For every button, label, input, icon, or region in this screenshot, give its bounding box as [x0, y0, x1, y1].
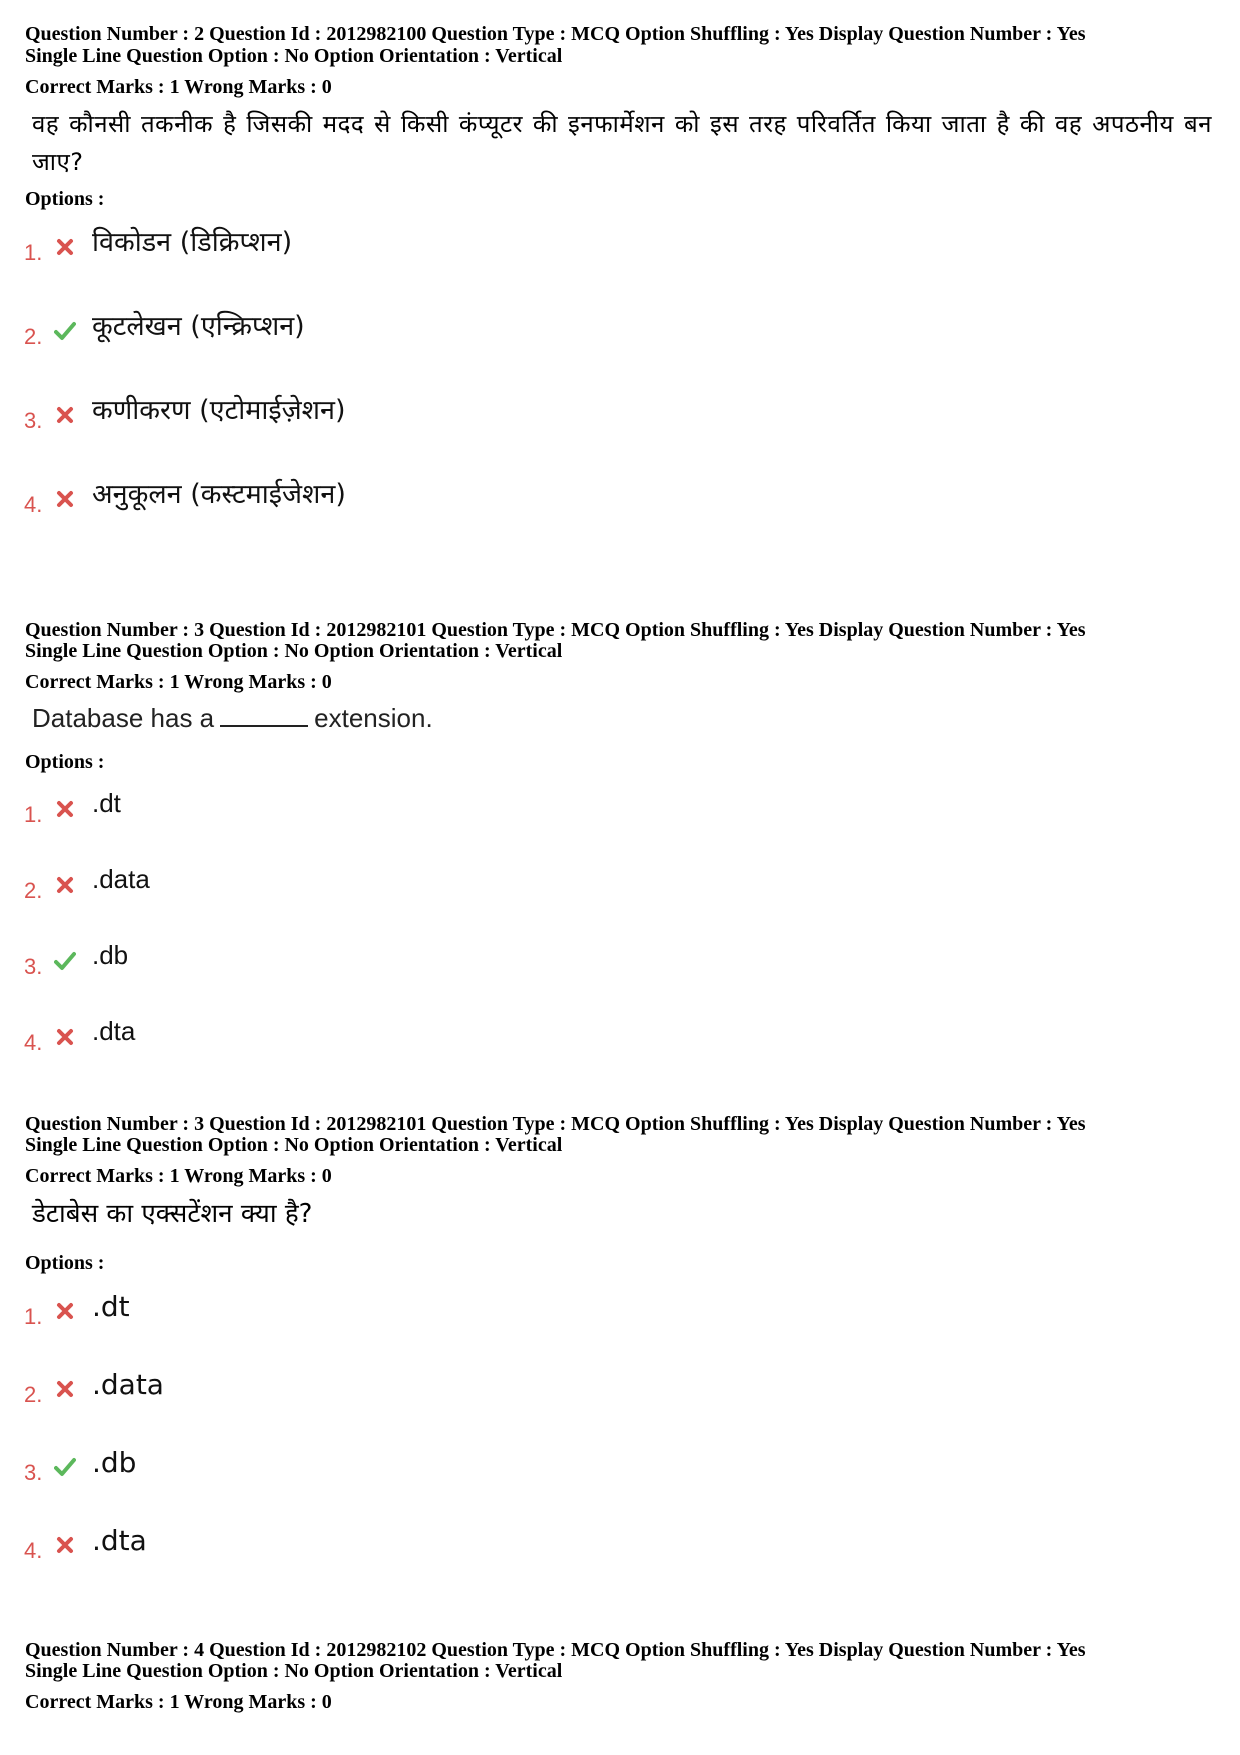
- question-marks: Correct Marks : 1 Wrong Marks : 0: [25, 1691, 332, 1713]
- options-label: Options :: [25, 1252, 105, 1274]
- question-meta-line2: Single Line Question Option : No Option Orientation : Vertical: [25, 1134, 563, 1156]
- question-marks: Correct Marks : 1 Wrong Marks : 0: [25, 671, 332, 693]
- check-icon: [54, 950, 76, 972]
- question-meta-line2: Single Line Question Option : No Option Orientation : Vertical: [25, 1660, 563, 1682]
- option-text: .db: [92, 940, 129, 970]
- cross-icon: [54, 798, 76, 820]
- option-number: 1.: [24, 240, 43, 265]
- option-number: 2.: [24, 324, 43, 349]
- cross-icon: [54, 236, 76, 258]
- option-text: विकोडन (डिक्रिप्शन): [92, 227, 293, 258]
- question-meta-line2: Single Line Question Option : No Option Orientation : Vertical: [25, 45, 563, 67]
- question-text: [32, 703, 433, 733]
- question-meta-line1: Question Number : 3 Question Id : 2012982101 Question Type : MCQ Option Shuffling : Yes Display Question Number : Yes: [25, 619, 1086, 641]
- option-number: 3.: [24, 408, 43, 433]
- option-text: .dt: [92, 788, 121, 818]
- question-text-before: Database has a: [32, 703, 215, 733]
- question-text: वह कौनसी तकनीक है जिसकी मदद से किसी कंप्यूटर की इनफार्मेशन को इस तरह परिवर्तित किया जाता है की वह अपठनीय बन जाए?: [32, 110, 1212, 176]
- option-text: कणीकरण (एटोमाईज़ेशन): [92, 395, 346, 426]
- cross-icon: [54, 1534, 76, 1556]
- option-text: .db: [92, 1446, 137, 1479]
- option-number: 1.: [24, 1304, 43, 1329]
- option-number: 2.: [24, 1382, 43, 1407]
- option-text: .data: [92, 864, 150, 894]
- option-number: 2.: [24, 878, 43, 903]
- options-label: Options :: [25, 188, 105, 210]
- cross-icon: [54, 874, 76, 896]
- option-text: कूटलेखन (एन्क्रिप्शन): [92, 311, 305, 342]
- option-number: 4.: [24, 1538, 43, 1563]
- cross-icon: [54, 1026, 76, 1048]
- option-number: 3.: [24, 1460, 43, 1485]
- option-text: अनुकूलन (कस्टमाईजेशन): [92, 479, 346, 510]
- option-number: 1.: [24, 802, 43, 827]
- question-meta-line1: Question Number : 4 Question Id : 2012982102 Question Type : MCQ Option Shuffling : Yes Display Question Number : Yes: [25, 1639, 1086, 1661]
- fill-blank: [220, 707, 308, 727]
- question-marks: Correct Marks : 1 Wrong Marks : 0: [25, 1165, 332, 1187]
- option-text: .dta: [92, 1524, 147, 1557]
- check-icon: [54, 320, 76, 342]
- cross-icon: [54, 488, 76, 510]
- options-label: Options :: [25, 751, 105, 773]
- option-text: .dt: [92, 1290, 130, 1323]
- cross-icon: [54, 1378, 76, 1400]
- option-number: 4.: [24, 1030, 43, 1055]
- cross-icon: [54, 1300, 76, 1322]
- question-marks: Correct Marks : 1 Wrong Marks : 0: [25, 76, 332, 98]
- check-icon: [54, 1456, 76, 1478]
- question-text: डेटाबेस का एक्सटेंशन क्या है?: [32, 1199, 313, 1229]
- question-text-after: extension.: [314, 703, 433, 733]
- question-meta-line1: Question Number : 2 Question Id : 2012982100 Question Type : MCQ Option Shuffling : Yes Display Question Number : Yes: [25, 23, 1086, 45]
- question-meta-line1: Question Number : 3 Question Id : 2012982101 Question Type : MCQ Option Shuffling : Yes Display Question Number : Yes: [25, 1113, 1086, 1135]
- option-text: .data: [92, 1368, 164, 1401]
- option-number: 4.: [24, 492, 43, 517]
- question-meta-line2: Single Line Question Option : No Option Orientation : Vertical: [25, 640, 563, 662]
- option-number: 3.: [24, 954, 43, 979]
- option-text: .dta: [92, 1016, 136, 1046]
- cross-icon: [54, 404, 76, 426]
